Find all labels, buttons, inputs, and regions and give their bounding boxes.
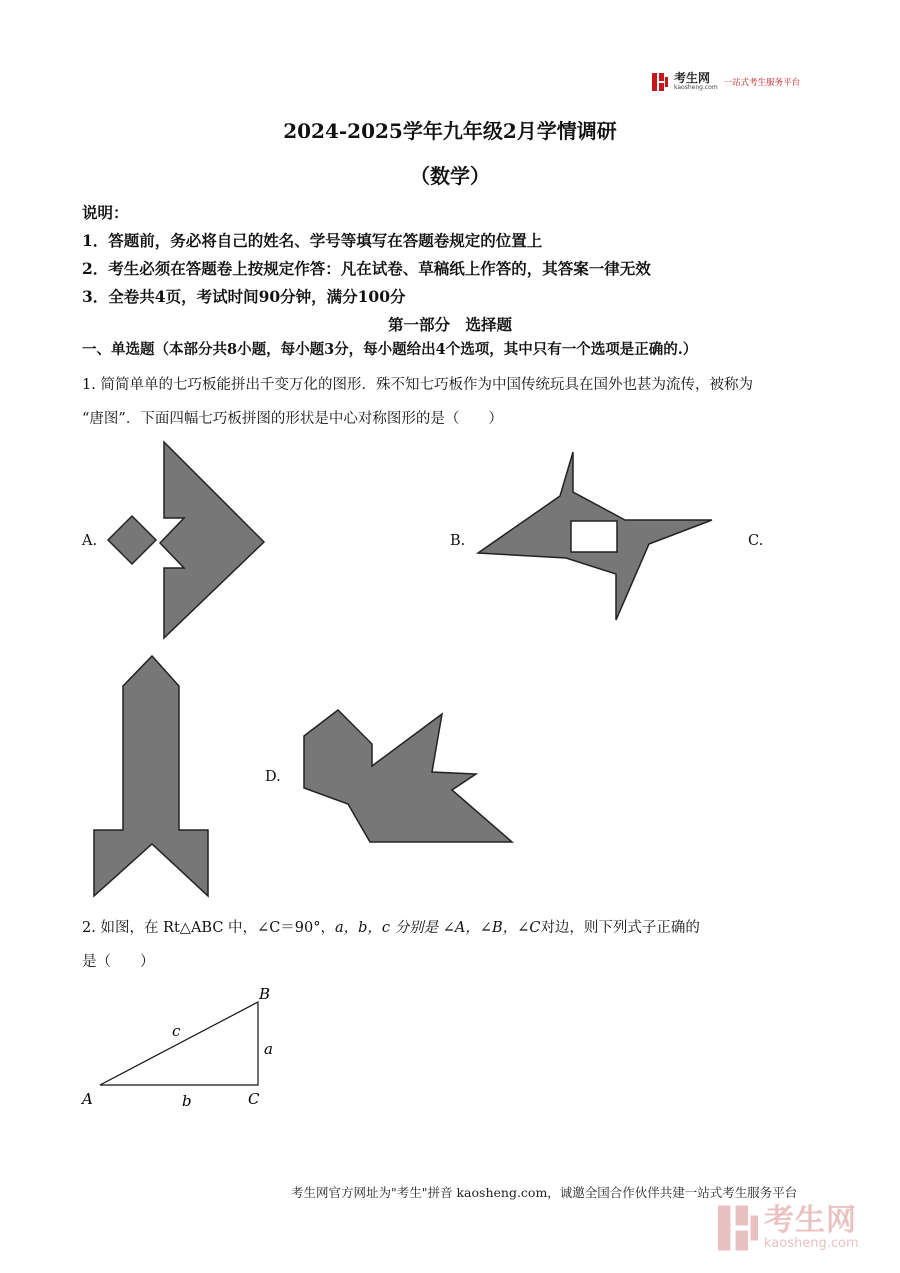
watermark-logo-icon [718,1203,758,1253]
section-heading: 第一部分 选择题 [387,315,512,334]
brand-name: 考生网 [674,71,711,85]
tangram-figure-c [86,650,216,900]
q2-text-post: 对边，则下列式子正确的 [540,920,700,936]
instructions-heading: 说明： [82,203,129,222]
question-category: 一、单选题（本部分共8小题，每小题3分，每小题给出4个选项，其中只有一个选项是正确的.） [82,341,698,358]
triangle-abc [100,1002,258,1085]
q1-text-line2: “唐图”．下面四幅七巧板拼图的形状是中心对称图形的是（ ） [82,411,503,427]
q2-text-line1 [82,916,700,937]
q2-text-pre: 2. 如图，在 Rt△ABC 中，∠C＝90°， [82,920,335,936]
page-subtitle: （数学） [410,164,490,188]
vertex-label-c: C [248,1090,260,1108]
instruction-item: 2．考生必须在答题卷上按规定作答：凡在试卷、草稿纸上作答的，其答案一律无效 [82,259,651,278]
brand-text [674,72,718,91]
tangram-figure-d [296,708,520,850]
tangram-figure-b [470,448,720,623]
brand-domain: kaosheng.com [674,84,718,91]
watermark [718,1203,859,1253]
side-label-a: a [264,1040,273,1058]
q2-text-mid: a，b，c 分别是 ∠A，∠B，∠C [335,920,541,936]
watermark-name: 考生网 [764,1202,857,1238]
vertex-label-a: A [82,1090,93,1108]
watermark-text [764,1202,859,1251]
option-c-label: C. [748,533,764,549]
header-brand [652,72,800,91]
page-footer: 考生网官方网址为"考生"拼音 kaosheng.com，诚邀全国合作伙伴共建一站式考生服务平台 [291,1185,798,1200]
triangle-diagram [76,984,286,1114]
vertex-label-b: B [259,985,271,1003]
kaosheng-logo-icon [652,73,668,91]
instruction-item: 3．全卷共4页，考试时间90分钟，满分100分 [82,287,406,306]
option-d-label: D. [265,769,281,785]
side-label-c: c [172,1022,181,1040]
brand-slogan: 一站式考生服务平台 [723,77,801,88]
side-label-b: b [182,1092,192,1110]
tangram-figure-a [100,438,270,643]
watermark-domain: kaosheng.com [764,1235,859,1251]
q2-text-line2: 是（ ） [82,954,155,970]
q1-text-line1: 1. 简简单单的七巧板能拼出千变万化的图形．殊不知七巧板作为中国传统玩具在国外也甚为流传，被称为 [82,377,753,393]
page-title: 2024-2025学年九年级2月学情调研 [283,119,617,143]
option-a-label: A. [82,533,98,549]
instruction-item: 1．答题前，务必将自己的姓名、学号等填写在答题卷规定的位置上 [82,231,543,250]
option-b-label: B. [450,533,466,549]
